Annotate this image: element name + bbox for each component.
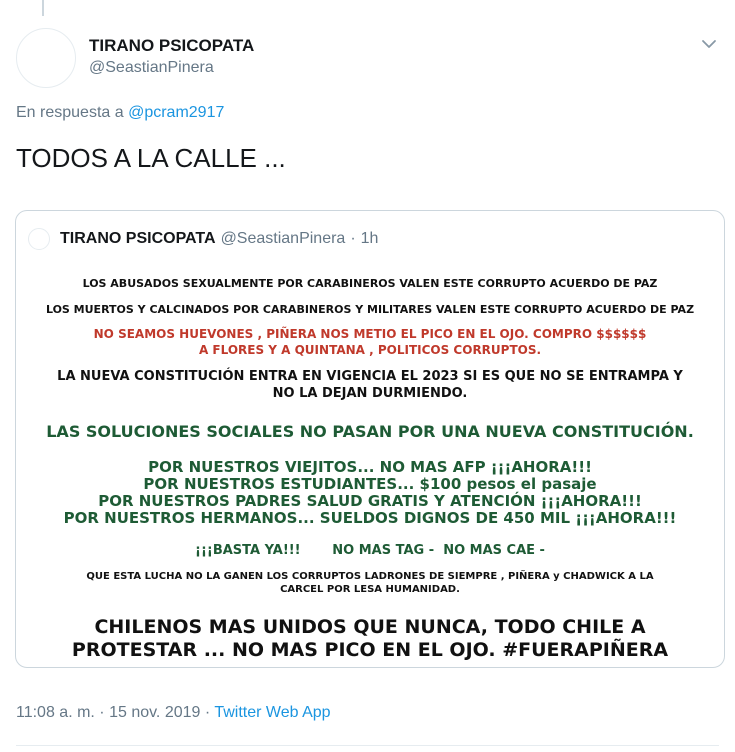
reply-context <box>16 102 224 124</box>
quoted-avatar <box>28 228 50 250</box>
quoted-image[interactable] <box>16 263 724 667</box>
thread-connector-line <box>42 0 44 16</box>
image-text-line: LOS ABUSADOS SEXUALMENTE POR CARABINEROS VALEN ESTE CORRUPTO ACUERDO DE PAZ <box>82 277 658 290</box>
image-text-line: LOS MUERTOS Y CALCINADOS POR CARABINEROS Y MILITARES VALEN ESTE CORRUPTO ACUERDO DE PAZ <box>45 303 695 316</box>
quoted-display-name: TIRANO PSICOPATA <box>60 230 216 247</box>
author-handle[interactable]: @SeastianPinera <box>89 59 214 76</box>
quoted-tweet-card[interactable] <box>15 210 725 668</box>
quoted-tweet-header <box>28 227 378 251</box>
image-text-line: CHILENOS MAS UNIDOS QUE NUNCA, TODO CHILE A <box>94 616 646 638</box>
image-text-line: NO LA DEJAN DURMIENDO. <box>272 386 468 401</box>
image-text-line: CARCEL POR LESA HUMANIDAD. <box>280 584 460 595</box>
image-text-line: POR NUESTROS ESTUDIANTES... $100 pesos el pasaje <box>143 475 597 493</box>
image-text-line: NO SEAMOS HUEVONES , PIÑERA NOS METIO EL PICO EN EL OJO. COMPRO $$$$$$ <box>93 327 647 341</box>
quoted-separator: · <box>350 230 356 247</box>
reply-mention-link[interactable]: @pcram2917 <box>128 104 225 121</box>
image-text-line: POR NUESTROS HERMANOS... SUELDOS DIGNOS DE 450 MIL ¡¡¡AHORA!!! <box>63 509 677 527</box>
image-text-line: A FLORES Y A QUINTANA , POLITICOS CORRUPTOS. <box>198 343 542 357</box>
divider <box>16 745 719 746</box>
image-text-line: POR NUESTROS VIEJITOS... NO MAS AFP ¡¡¡AHORA!!! <box>148 458 592 476</box>
avatar[interactable] <box>16 28 76 88</box>
image-text-line: PROTESTAR ... NO MAS PICO EN EL OJO. #FUERAPIÑERA <box>71 639 669 661</box>
image-text-line: LA NUEVA CONSTITUCIÓN ENTRA EN VIGENCIA EL 2023 SI ES QUE NO SE ENTRAMPA Y <box>57 369 683 384</box>
quoted-handle: @SeastianPinera <box>220 230 346 247</box>
reply-prefix: En respuesta a <box>16 104 124 121</box>
image-text-line: LAS SOLUCIONES SOCIALES NO PASAN POR UNA NUEVA CONSTITUCIÓN. <box>46 422 694 441</box>
quoted-time: 1h <box>360 230 379 247</box>
tweet-text: TODOS A LA CALLE ... <box>16 143 286 173</box>
image-text-line: POR NUESTROS PADRES SALUD GRATIS Y ATENCIÓN ¡¡¡AHORA!!! <box>98 492 642 510</box>
tweet-source-link[interactable]: Twitter Web App <box>214 704 331 721</box>
author-names[interactable] <box>89 35 254 79</box>
tweet-timestamp[interactable]: 11:08 a. m. · 15 nov. 2019 <box>16 704 201 721</box>
image-text-line: ¡¡¡BASTA YA!!! NO MAS TAG - NO MAS CAE - <box>195 543 545 558</box>
image-text-line: QUE ESTA LUCHA NO LA GANEN LOS CORRUPTOS LADRONES DE SIEMPRE , PIÑERA y CHADWICK A LA <box>86 571 654 582</box>
tweet-meta <box>16 702 331 724</box>
tweet-header <box>16 28 719 88</box>
meta-separator: · <box>204 704 211 721</box>
chevron-down-icon[interactable] <box>699 34 719 54</box>
author-display-name[interactable]: TIRANO PSICOPATA <box>89 36 255 55</box>
